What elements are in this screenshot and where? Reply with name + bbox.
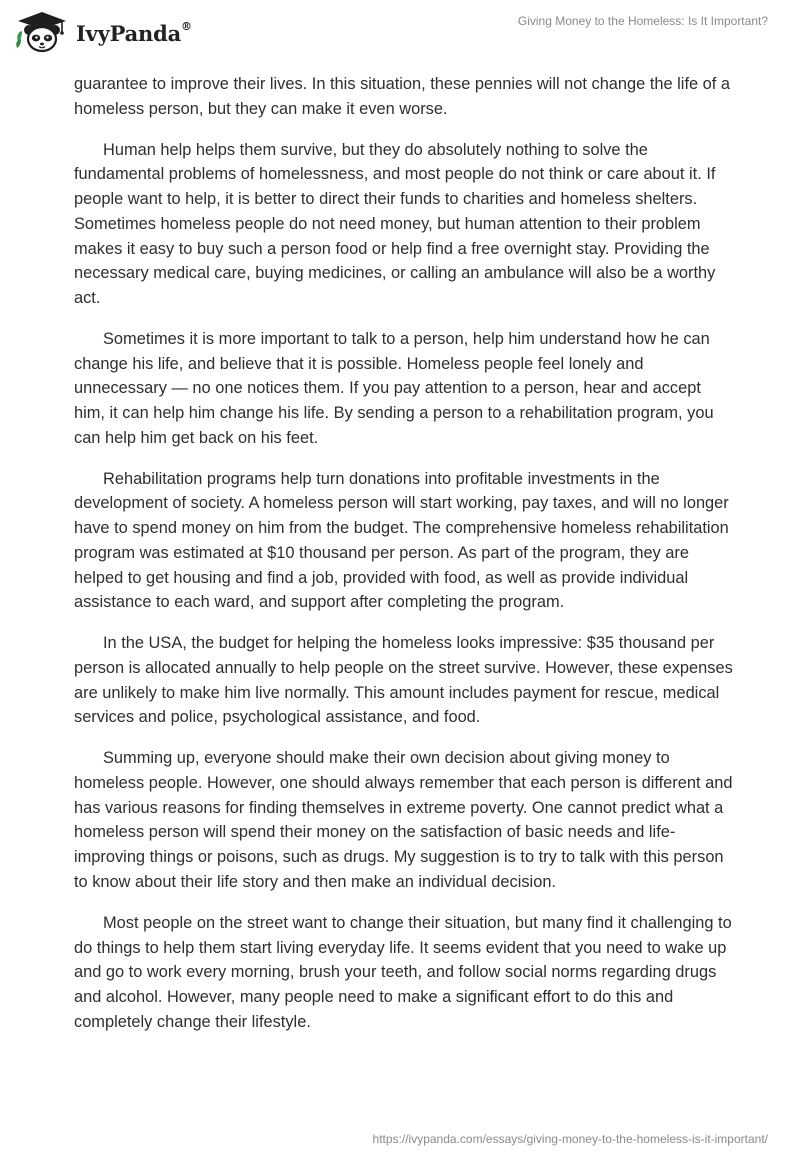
document-title: Giving Money to the Homeless: Is It Important? — [517, 14, 768, 28]
paragraph-6: Summing up, everyone should make their own decision about giving money to homeless people. However, one should always remember that each person is different and has various reasons for finding themselves in extreme poverty. One cannot predict what a homeless person will spend their money on the satisfaction of basic needs and life-improving things or poisons, such as drugs. My suggestion is to try to talk with this person to know about their life story and then make an individual decision. — [74, 749, 733, 891]
paragraph-2: Human help helps them survive, but they do absolutely nothing to solve the fundamental problems of homelessness, and most people do not think or care about it. If people want to help, it is better to direct their funds to charities and homeless shelters. Sometimes homeless people do not need money, but human attention to their problem makes it easy to buy such a person food or help find a free overnight stay. Providing the necessary medical care, buying medicines, or calling an ambulance will also be a worthy act. — [74, 140, 716, 307]
paragraph-7: Most people on the street want to change their situation, but many find it challenging to do things to help them start living everyday life. It seems evident that you need to wake up and go to work every morning, brush your teeth, and follow social norms regarding drugs and alcohol. However, many people need to make a significant effort to do this and completely change their lifestyle. — [74, 913, 732, 1031]
page-header — [0, 0, 800, 70]
registered-mark: ® — [181, 19, 192, 33]
panda-graduation-cap-icon — [14, 10, 70, 54]
source-url-link[interactable]: https://ivypanda.com/essays/giving-money-to-the-homeless-is-it-important/ — [372, 1132, 768, 1146]
paragraph-4: Rehabilitation programs help turn donations into profitable investments in the development of society. A homeless person will start working, pay taxes, and will no longer have to spend money on him from the budget. The comprehensive homeless rehabilitation program was estimated at $10 thousand per person. As part of the program, they are helped to get housing and find a job, provided with food, as well as provide individual assistance to each ward, and support after completing the program. — [74, 469, 729, 612]
paragraph-1: guarantee to improve their lives. In this situation, these pennies will not change the life of a homeless person, but they can make it even worse. — [74, 75, 731, 118]
essay-body — [74, 72, 734, 1051]
paragraph-3: Sometimes it is more important to talk to a person, help him understand how he can change his life, and believe that it is possible. Homeless people feel lonely and unnecessary — no one notices them. If you pay attention to a person, hear and accept him, it can help him change his life. By sending a person to a rehabilitation program, you can help him get back on his feet. — [74, 329, 714, 447]
ivypanda-logo[interactable] — [14, 10, 192, 54]
brand-name: IvyPanda® — [76, 19, 192, 46]
paragraph-5: In the USA, the budget for helping the homeless looks impressive: $35 thousand per person is allocated annually to help people on the street survive. However, these expenses are unlikely to make him live normally. This amount includes payment for rescue, medical services and police, psychological assistance, and food. — [74, 634, 733, 727]
